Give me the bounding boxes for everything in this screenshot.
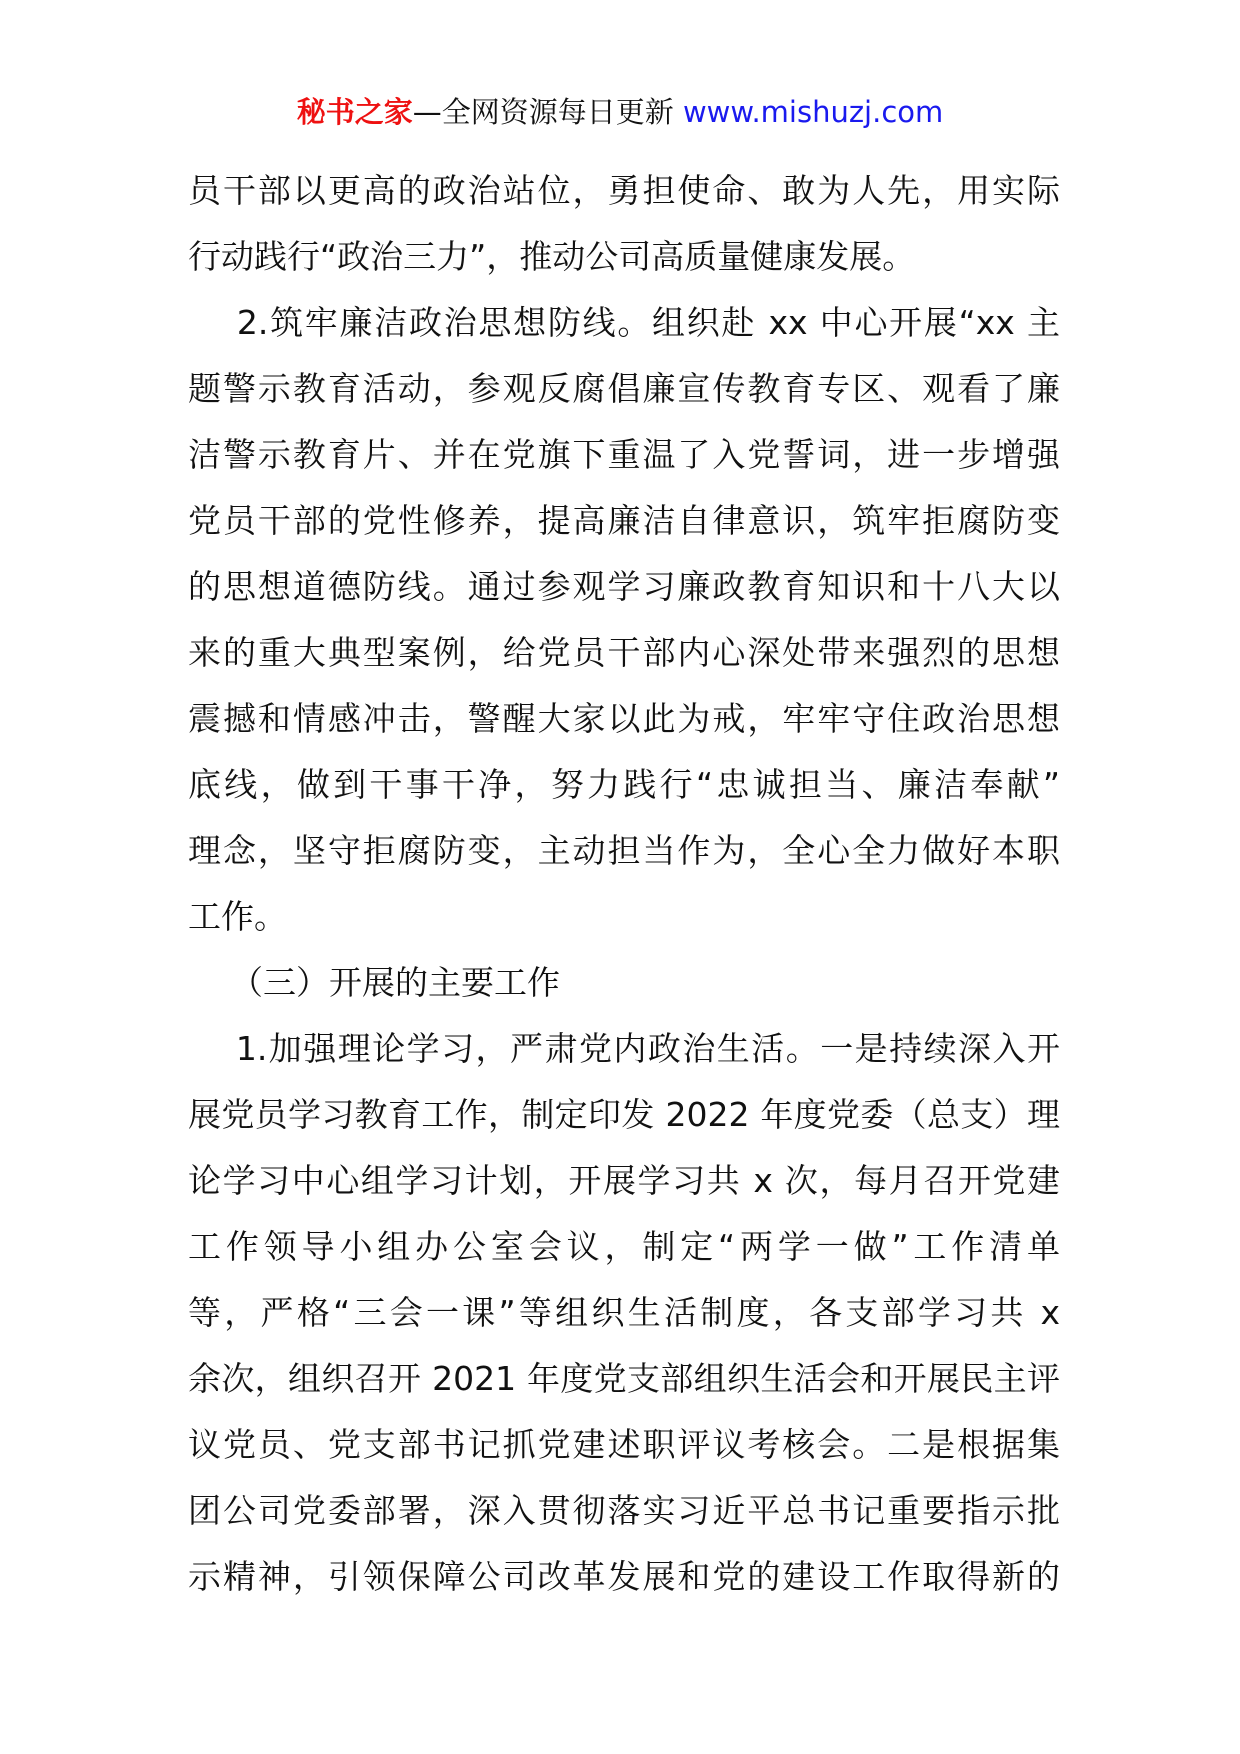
text-line: 团公司党委部署，深入贯彻落实习近平总书记重要指示批	[188, 1491, 1060, 1530]
text-line: 行动践行“政治三力”，推动公司高质量健康发展。	[188, 237, 916, 276]
text-line: 理念，坚守拒腐防变，主动担当作为，全心全力做好本职	[188, 831, 1060, 870]
site-url-link[interactable]: www.mishuzj.com	[682, 95, 944, 129]
text-line: 议党员、党支部书记抓党建述职评议考核会。二是根据集	[188, 1425, 1060, 1464]
text-line: 工作。	[188, 897, 287, 936]
text-line: 党员干部的党性修养，提高廉洁自律意识，筑牢拒腐防变	[188, 501, 1060, 540]
text-line: 等，严格“三会一课”等组织生活制度，各支部学习共 x	[188, 1293, 1060, 1332]
text-line: 展党员学习教育工作，制定印发 2022 年度党委（总支）理	[188, 1095, 1060, 1134]
text-line: 2.筑牢廉洁政治思想防线。组织赴 xx 中心开展“xx 主	[188, 303, 1060, 342]
text-line: 余次，组织召开 2021 年度党支部组织生活会和开展民主评	[188, 1359, 1060, 1398]
page-header	[0, 92, 1240, 132]
document-body	[188, 158, 1060, 1610]
section-heading: （三）开展的主要工作	[188, 963, 560, 1002]
text-line: 示精神，引领保障公司改革发展和党的建设工作取得新的	[188, 1557, 1060, 1596]
site-brand: 秘书之家	[296, 95, 413, 129]
text-line: 1.加强理论学习，严肃党内政治生活。一是持续深入开	[188, 1029, 1060, 1068]
text-line: 的思想道德防线。通过参观学习廉政教育知识和十八大以	[188, 567, 1060, 606]
text-line: 工作领导小组办公室会议，制定“两学一做”工作清单	[188, 1227, 1060, 1266]
text-line: 论学习中心组学习计划，开展学习共 x 次，每月召开党建	[188, 1161, 1060, 1200]
text-line: 洁警示教育片、并在党旗下重温了入党誓词，进一步增强	[188, 435, 1060, 474]
site-tagline: —全网资源每日更新	[412, 95, 674, 129]
text-line: 来的重大典型案例，给党员干部内心深处带来强烈的思想	[188, 633, 1060, 672]
text-line: 震撼和情感冲击，警醒大家以此为戒，牢牢守住政治思想	[188, 699, 1060, 738]
text-line: 题警示教育活动，参观反腐倡廉宣传教育专区、观看了廉	[188, 369, 1060, 408]
text-line: 底线，做到干事干净，努力践行“忠诚担当、廉洁奉献”	[188, 765, 1060, 804]
text-line: 员干部以更高的政治站位，勇担使命、敢为人先，用实际	[188, 171, 1060, 210]
